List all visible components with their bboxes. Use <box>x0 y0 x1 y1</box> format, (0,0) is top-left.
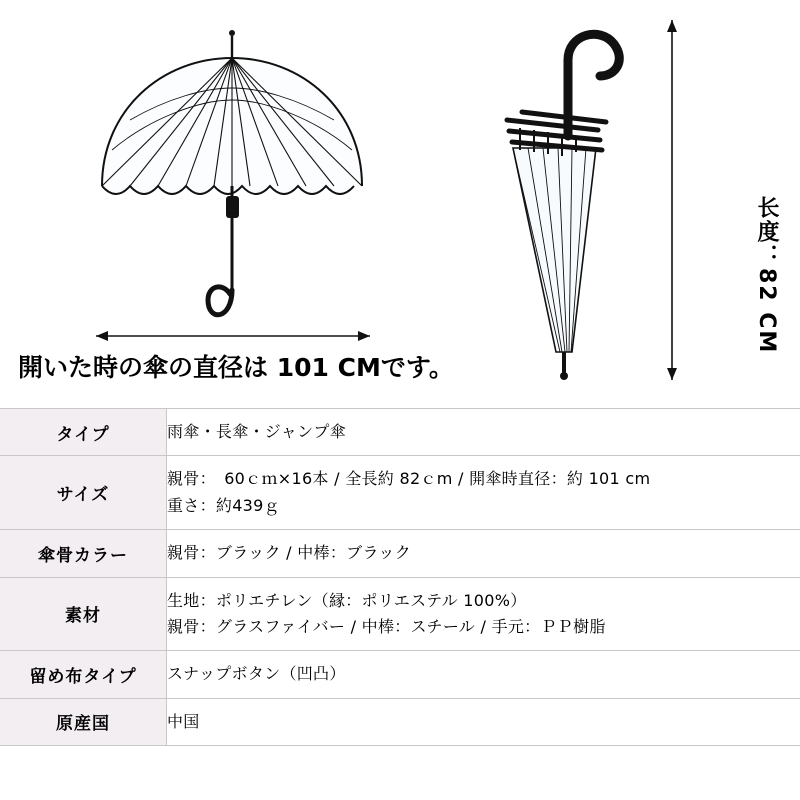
spec-value-line: 重さ：約439ｇ <box>167 495 280 515</box>
length-caption: 长度：82 CM <box>754 196 779 355</box>
spec-label: サイズ <box>0 456 167 530</box>
spec-value-line: 生地：ポリエチレン（縁：ポリエステル 100%） <box>167 590 527 610</box>
table-row <box>0 530 800 577</box>
spec-value-line: 親骨：ブラック / 中棒：ブラック <box>167 543 412 563</box>
table-row <box>0 456 800 530</box>
table-row <box>0 698 800 745</box>
open-umbrella-graphic <box>102 30 362 315</box>
table-row <box>0 577 800 651</box>
spec-value <box>167 409 800 456</box>
spec-value-line: スナップボタン（凹凸） <box>167 664 346 684</box>
diameter-caption: 開いた時の傘の直径は 101 CMです。 <box>18 353 454 382</box>
spec-value <box>167 651 800 698</box>
spec-value <box>167 530 800 577</box>
spec-label: 原産国 <box>0 698 167 745</box>
spec-label: 素材 <box>0 577 167 651</box>
closed-umbrella-graphic <box>507 34 619 380</box>
spec-label: タイプ <box>0 409 167 456</box>
spec-value-line: 中国 <box>167 711 200 731</box>
table-row <box>0 409 800 456</box>
specification-table <box>0 408 800 746</box>
spec-label: 傘骨カラー <box>0 530 167 577</box>
length-dimension <box>667 20 677 380</box>
diameter-dimension <box>96 331 370 341</box>
spec-label: 留め布タイプ <box>0 651 167 698</box>
spec-value <box>167 577 800 651</box>
table-row <box>0 651 800 698</box>
spec-value-line: 雨傘・長傘・ジャンプ傘 <box>167 422 346 441</box>
spec-value-line: 親骨： 60ｃｍ×16本 / 全長約 82ｃm / 開傘時直径：約 101 cm <box>167 469 651 489</box>
spec-value <box>167 698 800 745</box>
spec-value-line: 親骨：グラスファイバー / 中棒：スチール / 手元：ＰＰ樹脂 <box>167 616 606 636</box>
spec-value <box>167 456 800 530</box>
